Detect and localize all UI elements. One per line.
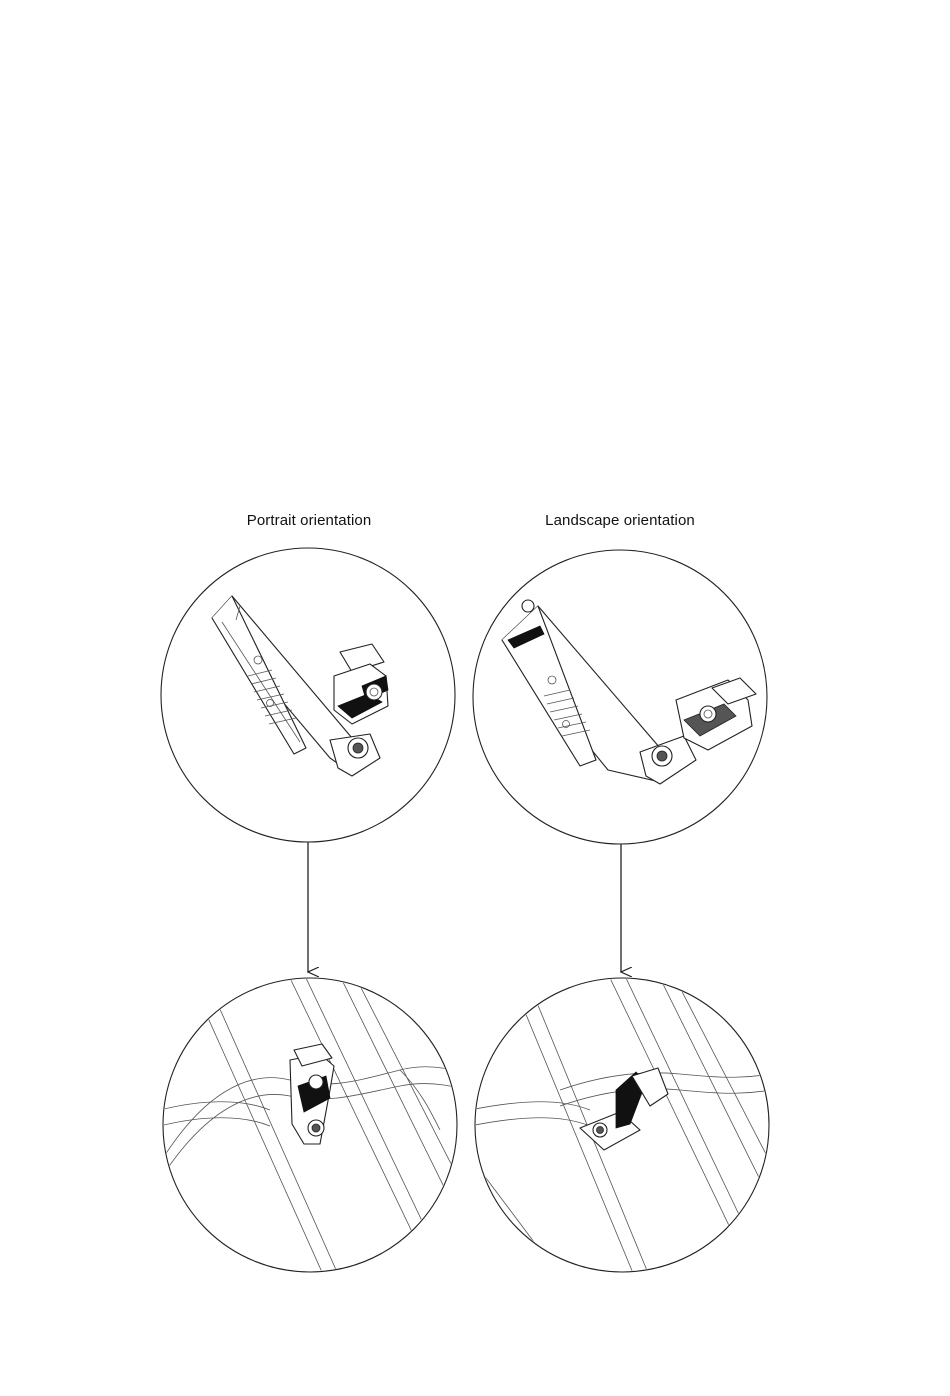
portrait-orientation-heading: Portrait orientation bbox=[246, 512, 372, 529]
portrait-roof-installation bbox=[150, 976, 490, 1290]
portrait-bracket-detail bbox=[161, 548, 455, 842]
landscape-roof-installation bbox=[470, 976, 800, 1290]
landscape-bracket-detail bbox=[473, 550, 767, 844]
landscape-orientation-heading: Landscape orientation bbox=[545, 512, 695, 529]
